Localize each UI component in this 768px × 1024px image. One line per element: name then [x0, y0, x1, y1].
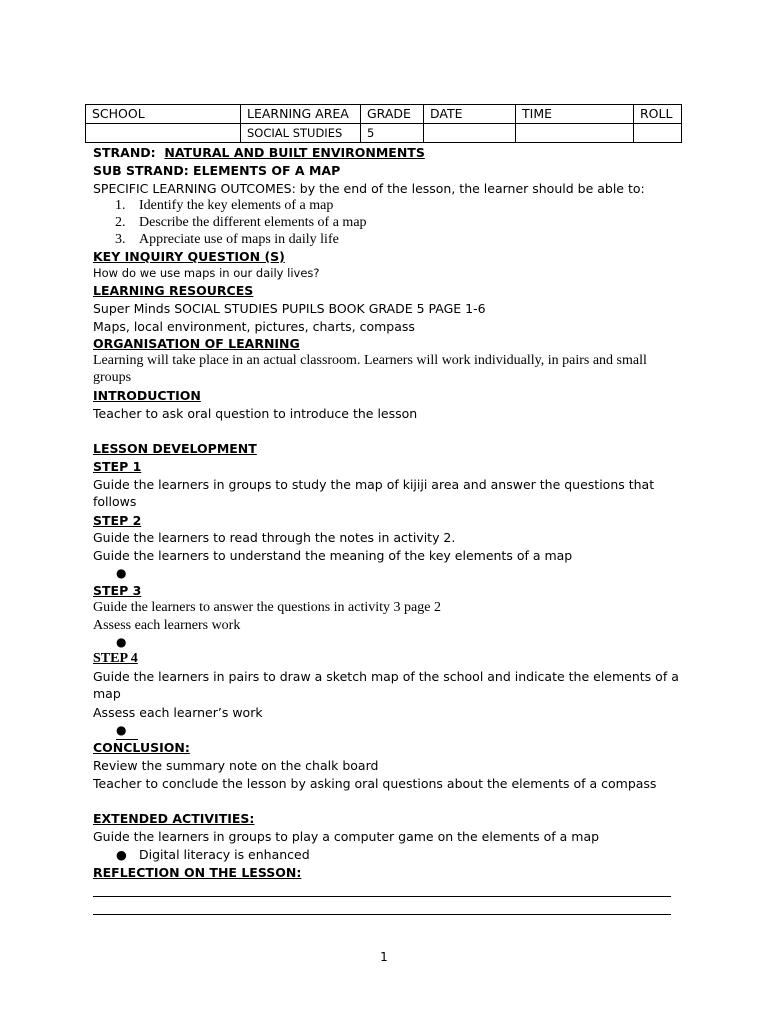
value-row: [86, 124, 682, 143]
reflection-heading: REFLECTION ON THE LESSON:: [93, 865, 302, 880]
step-3-line-1: Guide the learners to answer the questions in activity 3 page 2: [93, 600, 441, 615]
strand-line: [93, 144, 425, 161]
step-1-heading: STEP 1: [93, 459, 142, 474]
step-1-text: Guide the learners in groups to study the map of kijiji area and answer the questions that follows: [93, 477, 655, 509]
introduction-text: Teacher to ask oral question to introduce the lesson: [93, 406, 418, 421]
key-inquiry-heading: KEY INQUIRY QUESTION (S): [93, 249, 285, 264]
header-cell-grade: GRADE: [361, 105, 424, 124]
step-2-heading: STEP 2: [93, 513, 142, 528]
step-4-line-2: Assess each learner’s work: [93, 705, 263, 720]
header-cell-school: SCHOOL: [86, 105, 241, 124]
sub-strand: SUB STRAND: ELEMENTS OF A MAP: [93, 163, 341, 178]
header-row: [86, 105, 682, 124]
value-cell-date: [424, 124, 516, 143]
strand-label: STRAND:: [93, 145, 156, 160]
step-3-line-2: Assess each learners work: [93, 618, 241, 633]
bullet-icon: ●: [116, 566, 127, 580]
step-2-line-2: Guide the learners to understand the meaning of the key elements of a map: [93, 548, 573, 563]
bullet-icon: ●: [116, 722, 138, 740]
resources-line-1: Super Minds SOCIAL STUDIES PUPILS BOOK GRADE 5 PAGE 1-6: [93, 301, 486, 316]
conclusion-line-2: Teacher to conclude the lesson by asking oral questions about the elements of a compass: [93, 776, 657, 791]
outcome-item: 3. Appreciate use of maps in daily life: [115, 232, 339, 247]
resources-heading: LEARNING RESOURCES: [93, 283, 254, 298]
outcome-item: 2. Describe the different elements of a map: [115, 215, 367, 230]
conclusion-line-1: Review the summary note on the chalk board: [93, 758, 379, 773]
key-inquiry-text: How do we use maps in our daily lives?: [93, 266, 320, 280]
header-cell-date: DATE: [424, 105, 516, 124]
step-2-line-1: Guide the learners to read through the notes in activity 2.: [93, 530, 456, 545]
organisation-heading: ORGANISATION OF LEARNING: [93, 336, 300, 351]
organisation-text: Learning will take place in an actual classroom. Learners will work individually, in pairs and small groups: [93, 353, 647, 385]
extended-line-1: Guide the learners in groups to play a computer game on the elements of a map: [93, 829, 600, 844]
outcomes-intro: SPECIFIC LEARNING OUTCOMES: by the end of the lesson, the learner should be able to:: [93, 181, 645, 196]
resources-line-2: Maps, local environment, pictures, charts, compass: [93, 319, 415, 334]
extended-bullet-item: ● Digital literacy is enhanced: [116, 847, 310, 862]
step-4-heading: STEP 4: [93, 651, 138, 666]
conclusion-heading: CONCLUSION:: [93, 740, 190, 755]
page-number: 1: [380, 950, 388, 964]
lesson-header-table: [85, 104, 682, 143]
value-cell-roll: [634, 124, 682, 143]
introduction-heading: INTRODUCTION: [93, 388, 201, 403]
reflection-blank-line: [93, 914, 671, 915]
step-3-heading: STEP 3: [93, 583, 142, 598]
extended-activities-heading: EXTENDED ACTIVITIES:: [93, 811, 255, 826]
header-cell-time: TIME: [516, 105, 634, 124]
bullet-icon: ●: [116, 635, 127, 649]
strand-value: NATURAL AND BUILT ENVIRONMENTS: [164, 145, 425, 160]
bullet-icon: ●: [116, 847, 127, 862]
value-cell-time: [516, 124, 634, 143]
reflection-blank-line: [93, 896, 671, 897]
step-4-text: Guide the learners in pairs to draw a sketch map of the school and indicate the elements of a map: [93, 669, 679, 701]
value-cell-grade: 5: [361, 124, 424, 143]
outcome-item: 1. Identify the key elements of a map: [115, 198, 334, 213]
header-cell-roll: ROLL: [634, 105, 682, 124]
value-cell-learning-area: SOCIAL STUDIES: [241, 124, 361, 143]
header-cell-learning-area: LEARNING AREA: [241, 105, 361, 124]
lesson-development-heading: LESSON DEVELOPMENT: [93, 441, 257, 456]
value-cell-school: [86, 124, 241, 143]
